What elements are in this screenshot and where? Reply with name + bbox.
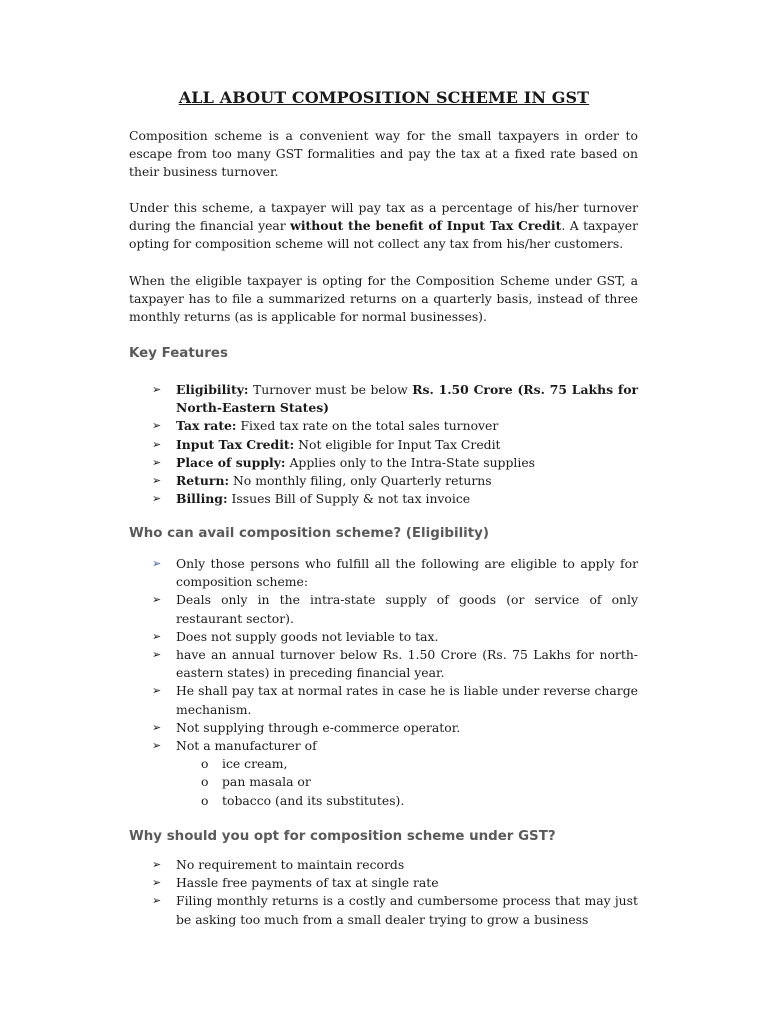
- sub-list-wrapper: [129, 755, 638, 810]
- arrow-bullet-icon: ➢: [152, 648, 162, 662]
- sub-item-text: tobacco (and its substitutes).: [222, 792, 405, 808]
- why-list: [129, 856, 638, 929]
- circle-bullet-icon: o: [201, 774, 209, 790]
- arrow-bullet-icon: ➢: [152, 684, 162, 698]
- eligibility-text: Not a manufacturer of: [176, 738, 317, 754]
- arrow-bullet-icon: ➢: [152, 455, 162, 469]
- eligibility-list: [129, 555, 638, 810]
- intro-paragraph-3: When the eligible taxpayer is opting for the Composition Scheme under GST, a taxpayer has to file a summarized returns on a quarterly basis, instead of three monthly returns (as is applicable for normal businesses).: [129, 273, 638, 325]
- why-text: Filing monthly returns is a costly and cumbersome process that may just be asking too much from a small dealer trying to grow a business: [176, 893, 638, 927]
- sub-list-item: [129, 792, 638, 810]
- arrow-bullet-icon: ➢: [152, 894, 162, 908]
- why-heading: Why should you opt for composition scheme under GST?: [129, 829, 556, 844]
- key-features-list: [129, 381, 638, 508]
- intro-p2-bold: without the benefit of Input Tax Credit: [290, 218, 562, 234]
- intro-p2-text-b: . A taxpayer opting for composition scheme will not collect any tax from his/her customers.: [129, 218, 638, 252]
- eligibility-text: Does not supply goods not leviable to tax.: [176, 628, 439, 644]
- sub-list-item: [129, 755, 638, 773]
- arrow-bullet-icon: ➢: [152, 474, 162, 488]
- list-item: [129, 682, 638, 718]
- list-item: [129, 381, 638, 417]
- arrow-bullet-icon: ➢: [152, 593, 162, 607]
- sub-item-text: ice cream,: [222, 756, 288, 772]
- list-item: [129, 628, 638, 646]
- feature-label: Billing:: [176, 491, 228, 507]
- arrow-bullet-icon: ➢: [152, 383, 162, 396]
- feature-label: Tax rate:: [176, 418, 237, 434]
- feature-bold-text: Rs. 1.50 Crore (Rs. 75 Lakhs for North-Eastern States): [176, 382, 638, 416]
- eligibility-text: Not supplying through e-commerce operator.: [176, 719, 461, 735]
- list-item: [129, 737, 638, 755]
- feature-label: Return:: [176, 473, 230, 489]
- feature-text: Turnover must be below: [248, 382, 413, 397]
- arrow-bullet-icon: ➢: [152, 739, 162, 753]
- list-item: [129, 472, 638, 490]
- eligibility-text: have an annual turnover below Rs. 1.50 Crore (Rs. 75 Lakhs for north-eastern states) in preceding financial year.: [176, 647, 638, 681]
- why-text: No requirement to maintain records: [176, 857, 405, 872]
- arrow-bullet-icon: ➢: [152, 492, 162, 506]
- list-item: [129, 646, 638, 682]
- eligibility-text: Only those persons who fulfill all the following are eligible to apply for composition scheme:: [176, 556, 638, 590]
- arrow-bullet-icon: ➢: [152, 876, 162, 890]
- intro-p2-text-a: Under this scheme, a taxpayer will pay tax as a percentage of his/her turnover during the financial year: [129, 200, 638, 234]
- list-item: [129, 719, 638, 737]
- sub-item-text: pan masala or: [222, 774, 311, 790]
- arrow-bullet-icon: ➢: [152, 557, 162, 570]
- arrow-bullet-icon: ➢: [152, 629, 162, 643]
- arrow-bullet-icon: ➢: [152, 858, 162, 871]
- key-features-heading: Key Features: [129, 346, 228, 361]
- eligibility-heading: Who can avail composition scheme? (Eligibility): [129, 526, 490, 541]
- list-item: [129, 874, 638, 892]
- feature-label: Input Tax Credit:: [176, 436, 295, 452]
- list-item: [129, 454, 638, 472]
- eligibility-text: He shall pay tax at normal rates in case he is liable under reverse charge mechanism.: [176, 683, 638, 717]
- manufacturer-sub-list: [129, 755, 638, 810]
- arrow-bullet-icon: ➢: [152, 437, 162, 451]
- eligibility-text: Deals only in the intra-state supply of goods (or service of only restaurant sector).: [176, 592, 638, 626]
- circle-bullet-icon: o: [201, 792, 209, 808]
- document-title: ALL ABOUT COMPOSITION SCHEME IN GST: [178, 88, 590, 107]
- feature-text: No monthly filing, only Quarterly returns: [229, 473, 492, 489]
- feature-label: Eligibility:: [176, 382, 249, 397]
- arrow-bullet-icon: ➢: [152, 720, 162, 734]
- list-item: [129, 892, 638, 928]
- sub-list-item: [129, 773, 638, 791]
- feature-text: Issues Bill of Supply & not tax invoice: [227, 491, 471, 507]
- why-text: Hassle free payments of tax at single rate: [176, 875, 439, 891]
- list-item: [129, 417, 638, 435]
- list-item: [129, 856, 638, 874]
- list-item: [129, 490, 638, 508]
- list-item: [129, 555, 638, 591]
- feature-label: Place of supply:: [176, 454, 286, 470]
- arrow-bullet-icon: ➢: [152, 419, 162, 433]
- feature-text: Fixed tax rate on the total sales turnover: [236, 418, 499, 434]
- feature-text: Applies only to the Intra-State supplies: [285, 454, 536, 470]
- intro-paragraph-2: [129, 199, 638, 254]
- feature-text: Not eligible for Input Tax Credit: [294, 436, 501, 452]
- intro-paragraph-1: Composition scheme is a convenient way for the small taxpayers in order to escape from too many GST formalities and pay the tax at a fixed rate based on their business turnover.: [129, 128, 638, 180]
- circle-bullet-icon: o: [201, 756, 209, 772]
- list-item: [129, 591, 638, 627]
- list-item: [129, 436, 638, 454]
